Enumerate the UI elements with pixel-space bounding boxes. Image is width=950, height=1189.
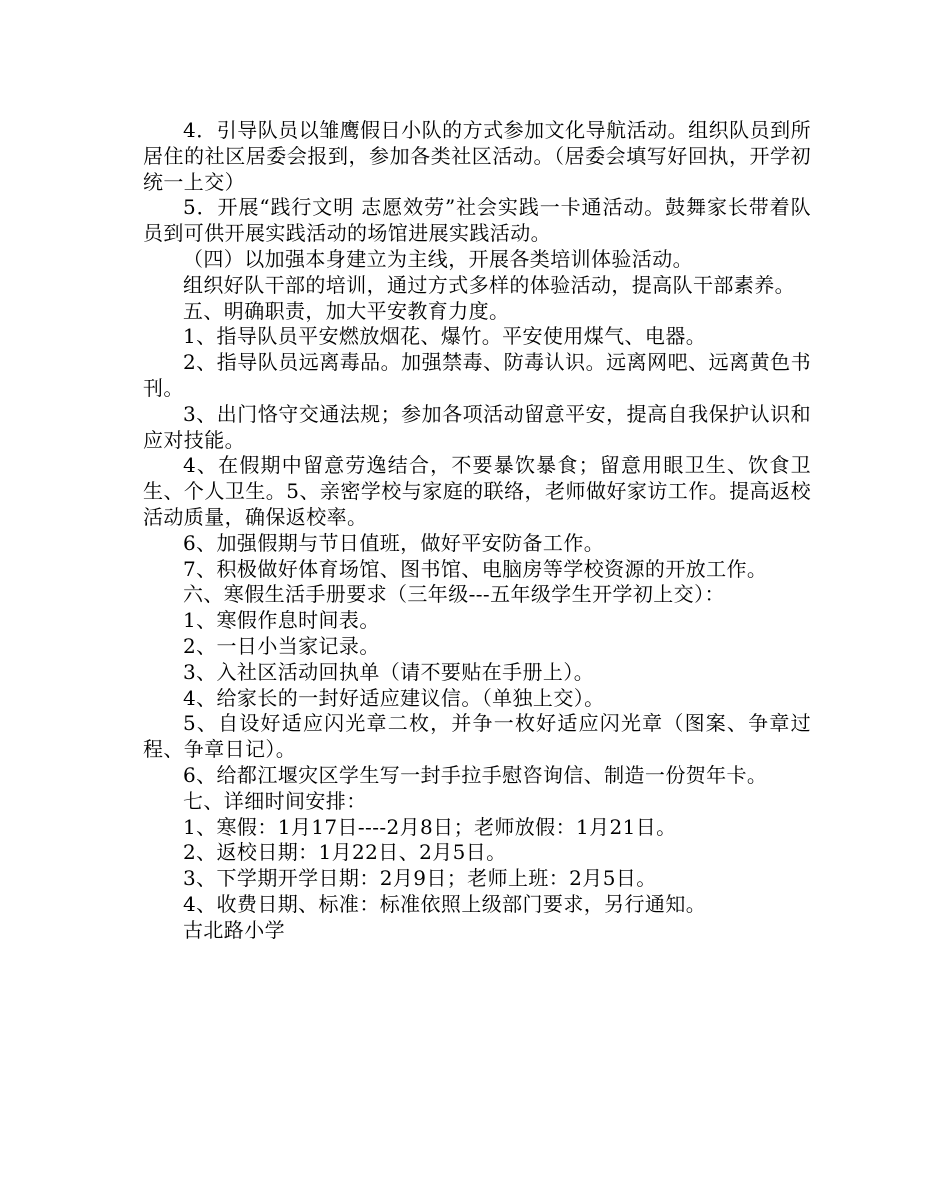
section-heading-6: 六、寒假生活手册要求（三年级---五年级学生开学初上交）： xyxy=(183,582,725,607)
safety-item-6: 6、加强假期与节日值班，做好平安防备工作。 xyxy=(183,530,605,555)
paragraph-item-5: 5．开展“践行文明 志愿效劳”社会实践一卡通活动。鼓舞家长带着队员到可供开展实践活动的场馆进展实践活动。 xyxy=(143,195,811,246)
document-body xyxy=(143,118,811,944)
safety-item-7: 7、积极做好体育场馆、图书馆、电脑房等学校资源的开放工作。 xyxy=(183,556,768,581)
paragraph-item-4: 4．引导队员以雏鹰假日小队的方式参加文化导航活动。组织队员到所居住的社区居委会报到，参加各类社区活动。（居委会填写好回执，开学初统一上交） xyxy=(143,118,811,194)
schedule-item-2: 2、返校日期：1月22日、2月5日。 xyxy=(183,840,507,865)
section-heading-7: 七、详细时间安排： xyxy=(183,788,367,813)
handbook-item-1: 1、寒假作息时间表。 xyxy=(183,608,380,633)
schedule-item-3: 3、下学期开学日期：2月9日；老师上班：2月5日。 xyxy=(183,866,657,891)
handbook-item-6: 6、给都江堰灾区学生写一封手拉手慰咨询信、制造一份贺年卡。 xyxy=(183,762,768,787)
safety-item-1: 1、指导队员平安燃放烟花、爆竹。平安使用煤气、电器。 xyxy=(183,324,707,349)
section-heading-5: 五、明确职责，加大平安教育力度。 xyxy=(183,298,510,323)
safety-item-2: 2、指导队员远离毒品。加强禁毒、防毒认识。远离网吧、远离黄色书刊。 xyxy=(143,350,811,400)
safety-item-4: 4、在假期中留意劳逸结合，不要暴饮暴食；留意用眼卫生、饮食卫生、个人卫生。5、亲密学校与家庭的联络，老师做好家访工作。提高返校活动质量，确保返校率。 xyxy=(143,453,811,529)
safety-item-3: 3、出门恪守交通法规；参加各项活动留意平安，提高自我保护认识和应对技能。 xyxy=(143,401,811,452)
paragraph-training: 组织好队干部的培训，通过方式多样的体验活动，提高队干部素养。 xyxy=(183,272,795,297)
schedule-item-1: 1、寒假：1月17日----2月8日；老师放假：1月21日。 xyxy=(183,814,677,839)
section-heading-4: （四）以加强本身建立为主线，开展各类培训体验活动。 xyxy=(183,246,693,271)
school-signature: 古北路小学 xyxy=(183,917,285,942)
schedule-item-4: 4、收费日期、标准：标准依照上级部门要求，另行通知。 xyxy=(183,891,707,916)
handbook-item-5: 5、自设好适应闪光章二枚，并争一枚好适应闪光章（图案、争章过程、争章日记）。 xyxy=(143,711,811,762)
handbook-item-3: 3、入社区活动回执单（请不要贴在手册上）。 xyxy=(183,659,595,684)
handbook-item-2: 2、一日小当家记录。 xyxy=(183,633,380,658)
handbook-item-4: 4、给家长的一封好适应建议信。（单独上交）。 xyxy=(183,685,605,710)
